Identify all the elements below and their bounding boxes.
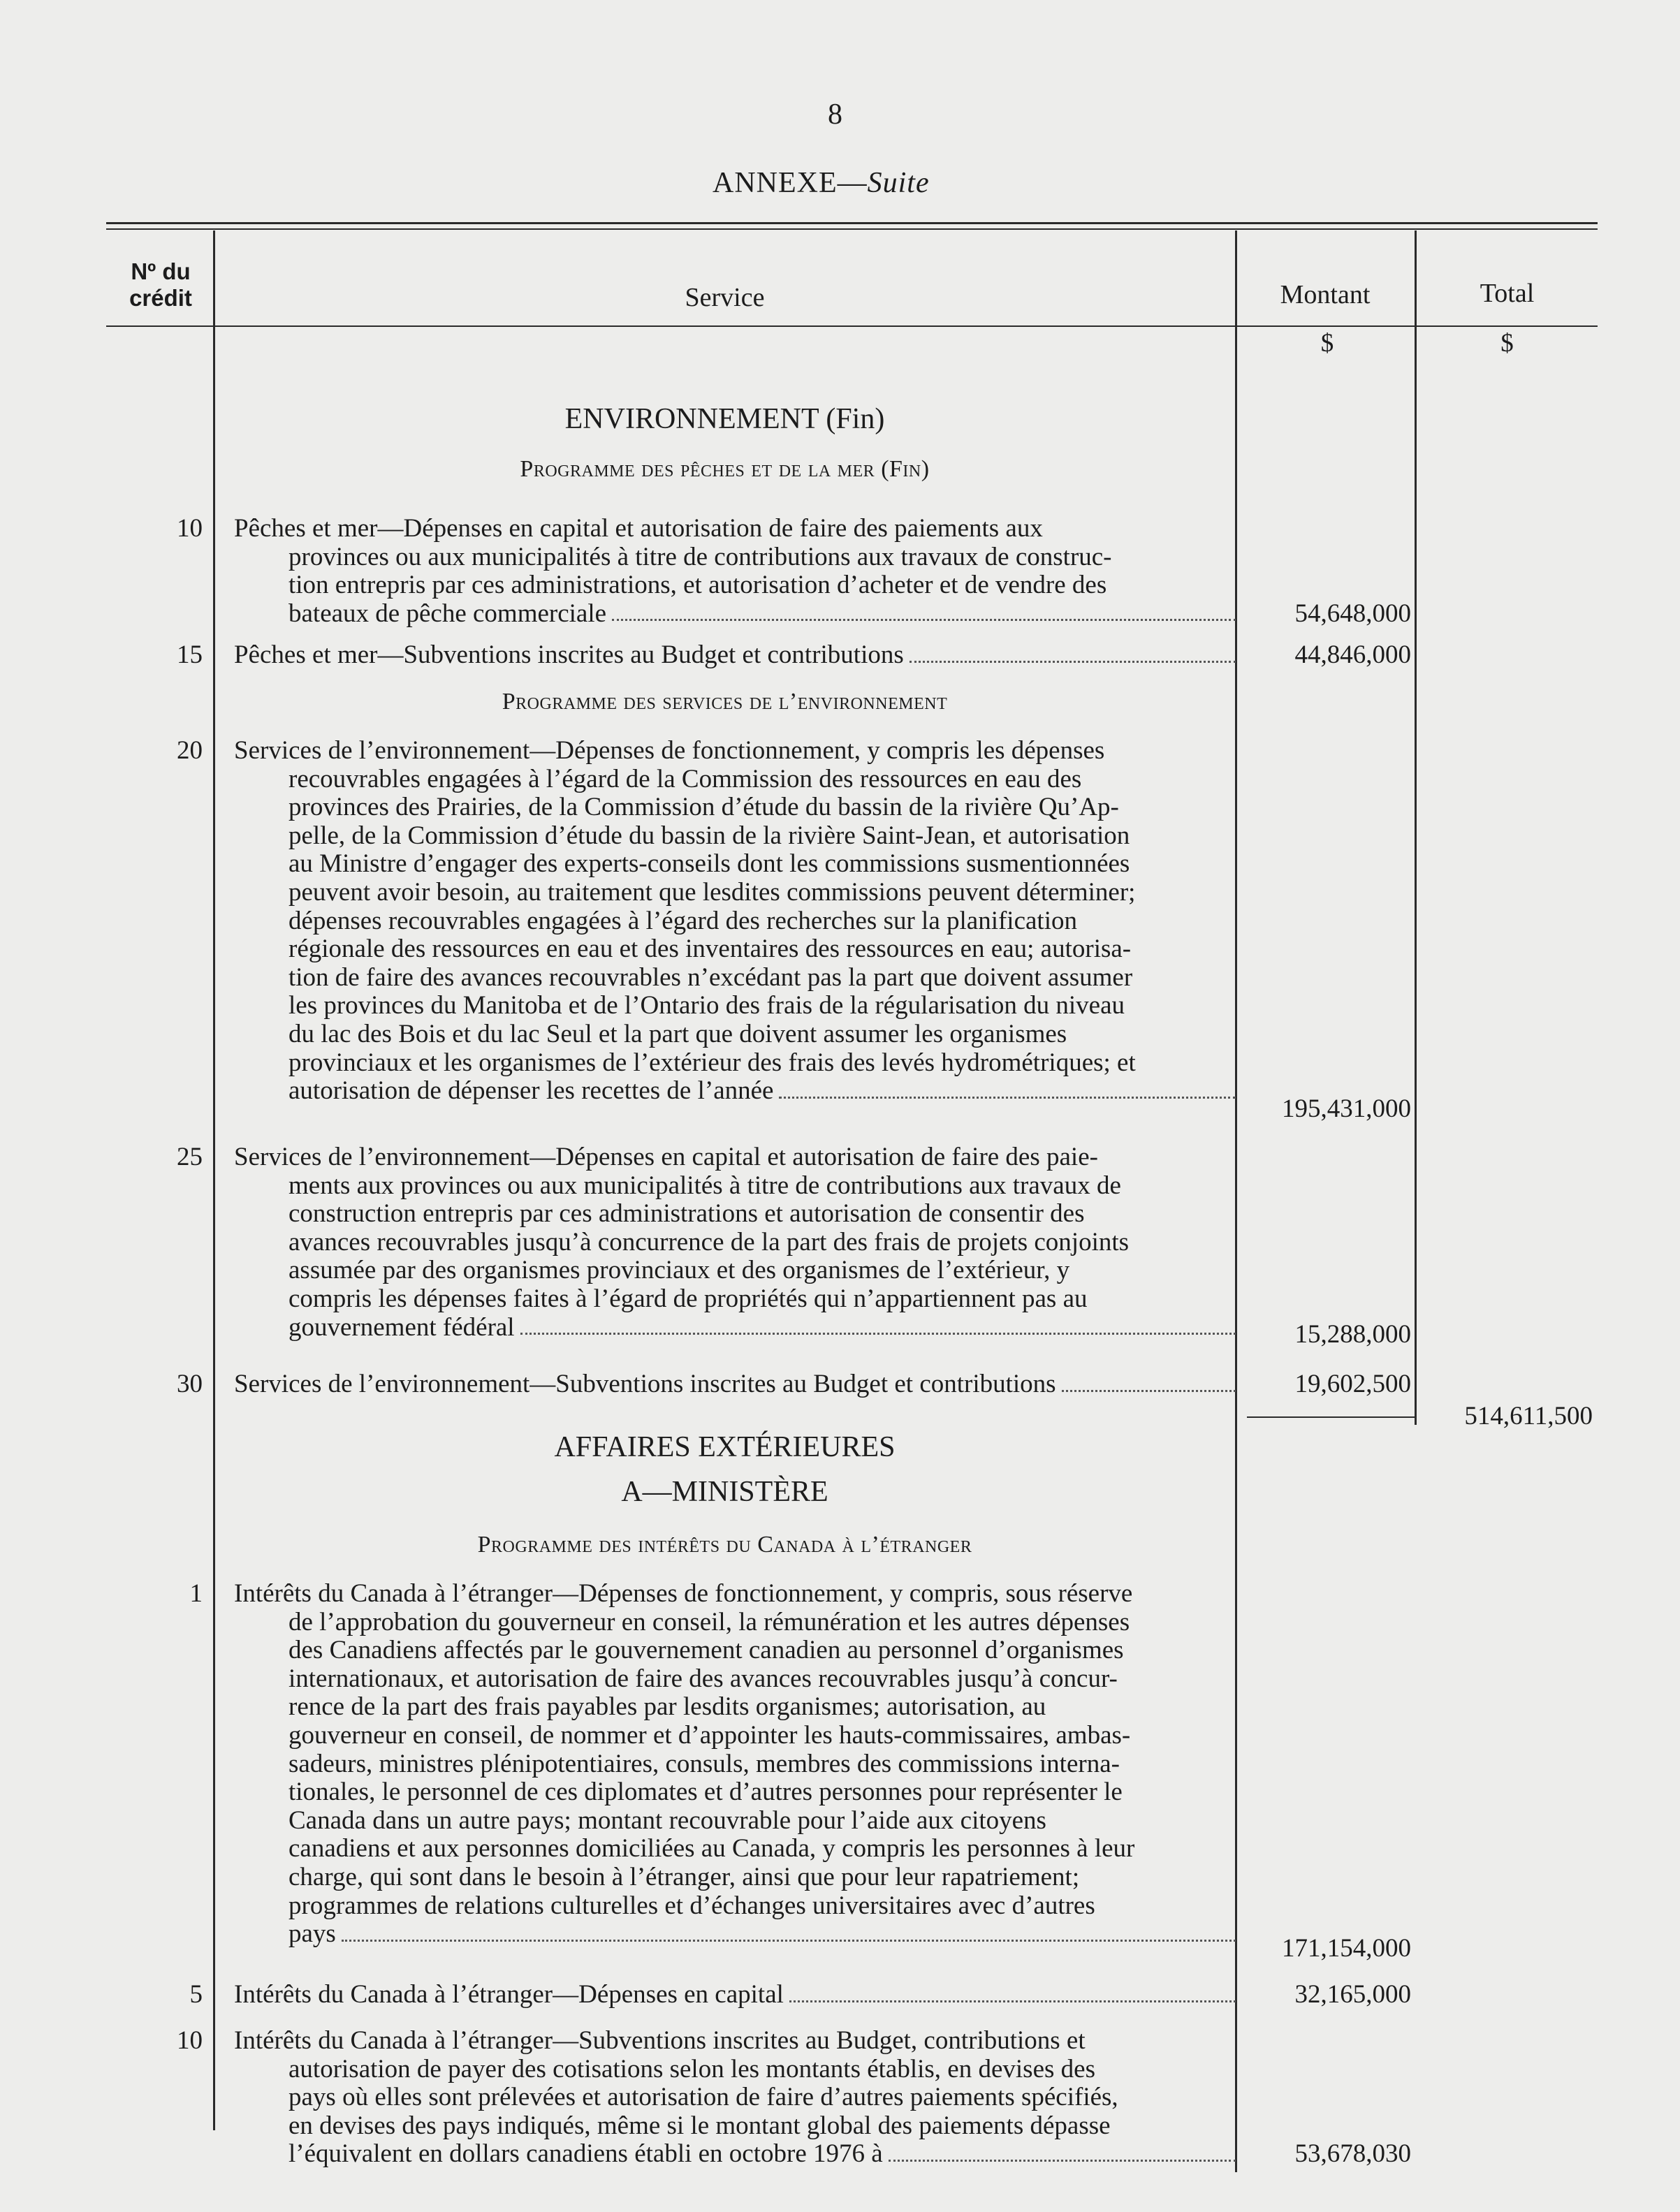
section-title-affaires-exterieures: AFFAIRES EXTÉRIEURES bbox=[554, 1431, 896, 1463]
credit-number: 25 bbox=[177, 1143, 203, 1171]
program-title-peches: Programme des pêches et de la mer (Fin) bbox=[520, 456, 930, 482]
annex-title: ANNEXE—Suite bbox=[713, 167, 930, 199]
item-description: Services de l’environnement—Dépenses de fonctionnement, y compris les dépenses recouvrables engagées à l’égard de la Commission des ressources en eau des provinces des Prairies, de la Commission d’étude du bassin de la rivière Qu’Ap- pelle, de la Commission d’étude du bassin de la rivière Saint-Jean, et autorisation au Ministre d’engager des experts-conseils dont les commissions susmentionnées peuvent avoir besoin, au traitement que lesdites commissions peuvent déterminer; dépenses recouvrables engagées à l’égard des recherches sur la planification régionale des ressources en eau et des inventaires des ressources en eau; autorisa- tion de faire des avances recouvrables n’excédant pas la part que doivent assumer les provinces du Manitoba et de l’Ontario des frais de la régularisation du niveau du lac des Bois et du lac Seul et la part que doivent assumer les organismes provinciaux et les organismes de l’extérieur des frais des levés hydrométriques; et autorisation de dépenser les recettes de l’année bbox=[234, 737, 1240, 1106]
item-description: Services de l’environnement—Dépenses en capital et autorisation de faire des paie- ments aux provinces ou aux municipalités à titre de contributions aux travaux de construction entrepris par ces administrations et autorisation de consentir des avances recouvrables jusqu’à concurrence de la part des frais de projets conjoints assumée par des organismes provinciaux et des organismes de l’extérieur, y compris les dépenses faites à l’égard de propriétés qui n’appartiennent pas au gouvernement fédéral bbox=[234, 1143, 1240, 1342]
item-description: Intérêts du Canada à l’étranger—Dépenses en capital bbox=[234, 1981, 1240, 2009]
item-description: Pêches et mer—Subventions inscrites au Budget et contributions bbox=[234, 641, 1240, 670]
currency-montant: $ bbox=[1320, 329, 1334, 358]
item-amount: 32,165,000 bbox=[1294, 1980, 1411, 2009]
top-double-rule-b bbox=[106, 228, 1598, 230]
credit-number: 30 bbox=[177, 1370, 203, 1398]
top-double-rule-a bbox=[106, 222, 1598, 224]
header-service: Service bbox=[685, 283, 765, 312]
section-title-environnement: ENVIRONNEMENT (Fin) bbox=[564, 403, 885, 435]
section-total: 514,611,500 bbox=[1464, 1402, 1593, 1430]
item-amount: 15,288,000 bbox=[1294, 1320, 1411, 1349]
col-divider-total bbox=[1415, 230, 1417, 1425]
item-amount: 171,154,000 bbox=[1282, 1934, 1411, 1963]
item-amount: 53,678,030 bbox=[1294, 2139, 1411, 2168]
item-description: Pêches et mer—Dépenses en capital et autorisation de faire des paiements aux provinces ou aux municipalités à titre de contributions aux travaux de construc- tion entrepris par ces administrations, et autorisation d’acheter et de vendre des bateaux de pêche commerciale bbox=[234, 515, 1240, 628]
item-amount: 54,648,000 bbox=[1294, 599, 1411, 628]
header-credit: Nº du crédit bbox=[129, 258, 192, 311]
item-amount: 195,431,000 bbox=[1282, 1094, 1411, 1123]
credit-number: 5 bbox=[189, 1980, 203, 2009]
section-subtitle-ministere: A—MINISTÈRE bbox=[621, 1476, 828, 1508]
item-amount: 19,602,500 bbox=[1294, 1370, 1411, 1398]
page-number: 8 bbox=[828, 98, 842, 131]
item-description: Services de l’environnement—Subventions inscrites au Budget et contributions bbox=[234, 1370, 1240, 1399]
col-divider-credit bbox=[213, 230, 215, 2130]
credit-number: 15 bbox=[177, 640, 203, 669]
credit-number: 20 bbox=[177, 736, 203, 765]
credit-number: 10 bbox=[177, 514, 203, 543]
program-title-services: Programme des services de l’environnement bbox=[502, 689, 948, 715]
program-title-interets: Programme des intérêts du Canada à l’étranger bbox=[477, 1532, 972, 1558]
header-montant: Montant bbox=[1280, 280, 1371, 309]
item-description: Intérêts du Canada à l’étranger—Dépenses de fonctionnement, y compris, sous réserve de l’approbation du gouverneur en conseil, la rémunération et les autres dépenses des Canadiens affectés par le gouvernement canadien au personnel d’organismes internationaux, et autorisation de faire des avances recouvrables jusqu’à concur- rence de la part des frais payables par lesdits organismes; autorisation, au gouverneur en conseil, de nommer et d’appointer les hauts-commissaires, ambas- sadeurs, ministres plénipotentiaires, consuls, membres des commissions interna- tionales, le personnel de ces diplomates et d’autres personnes pour représenter le Canada dans un autre pays; montant recouvrable pour l’aide aux citoyens canadiens et aux personnes domiciliées au Canada, y compris les personnes à leur charge, qui sont dans le besoin à l’étranger, ainsi que pour leur rapatriement; programmes de relations culturelles et d’échanges universitaires avec d’autres pays bbox=[234, 1580, 1240, 1949]
credit-number: 10 bbox=[177, 2026, 203, 2055]
item-description: Intérêts du Canada à l’étranger—Subventions inscrites au Budget, contributions et autorisation de payer des cotisations selon les montants établis, en devises des pays où elles sont prélevées et autorisation de faire d’autres paiements spécifiés, en devises des pays indiqués, même si le montant global des paiements dépasse l’équivalent en dollars canadiens établi en octobre 1976 à bbox=[234, 2027, 1240, 2169]
header-bottom-rule bbox=[106, 325, 1598, 327]
header-total: Total bbox=[1480, 279, 1535, 308]
credit-number: 1 bbox=[189, 1579, 203, 1608]
subtotal-rule bbox=[1247, 1416, 1415, 1418]
currency-total: $ bbox=[1500, 329, 1514, 358]
item-amount: 44,846,000 bbox=[1294, 640, 1411, 669]
